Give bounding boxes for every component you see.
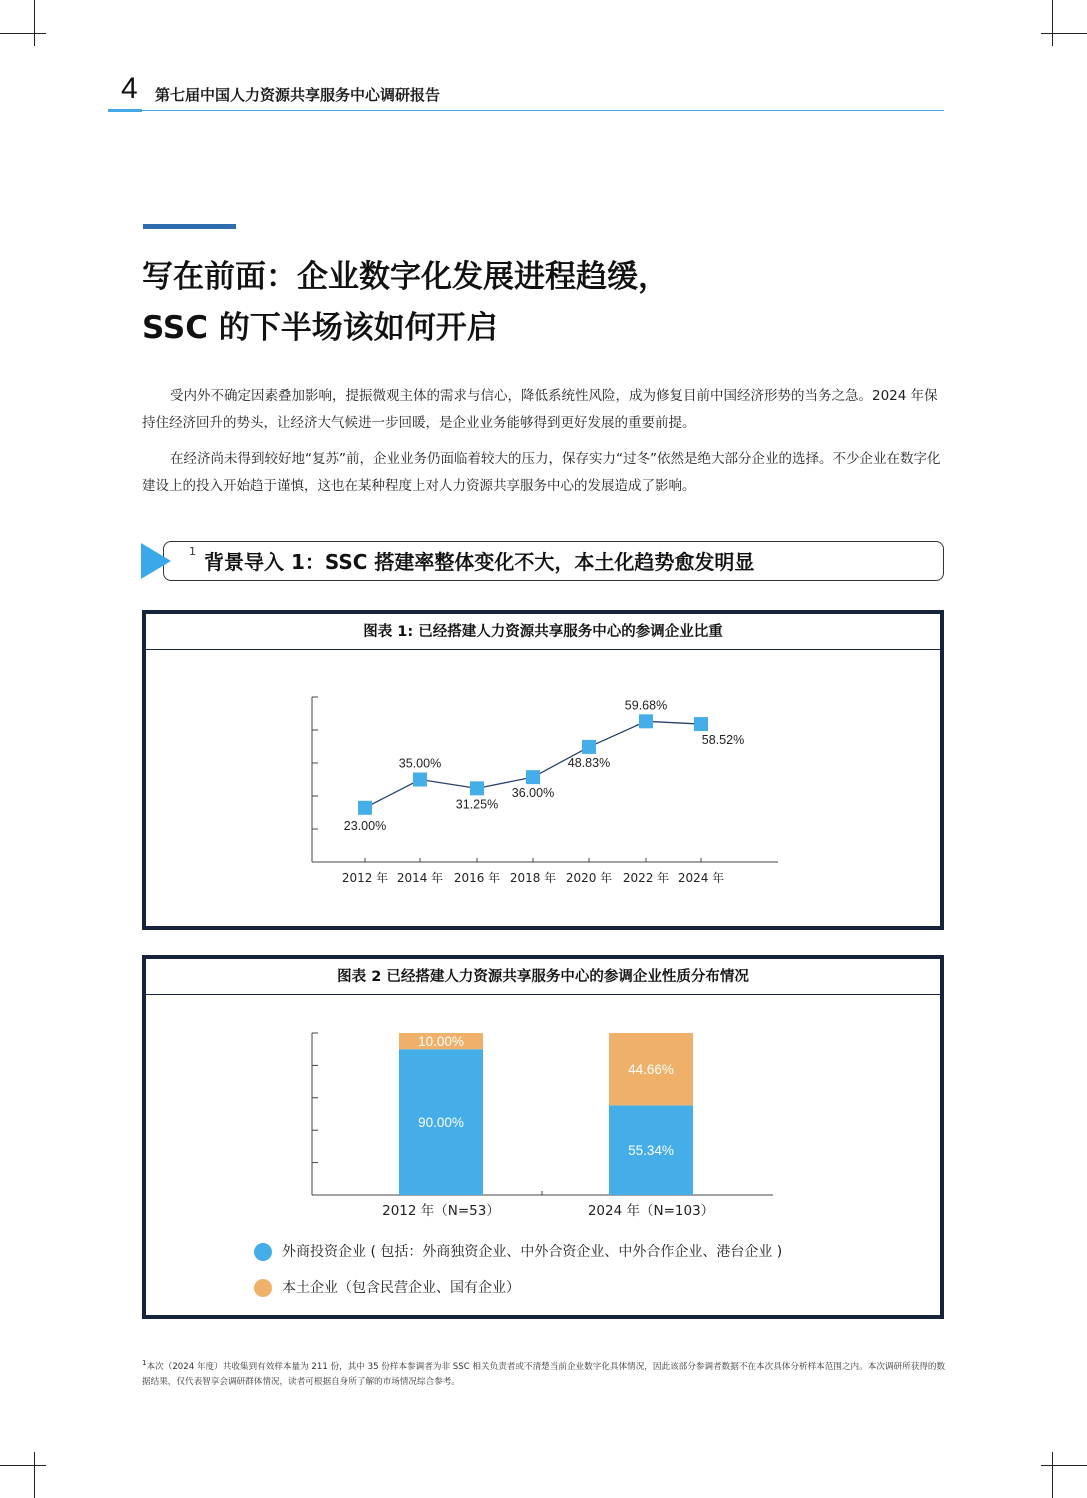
chart2-title: 图表 2 已经搭建人力资源共享服务中心的参调企业性质分布情况 [146,959,940,995]
data-point [413,773,427,787]
crop-mark [1041,33,1087,34]
legend-item-local [254,1277,520,1297]
data-point [639,714,653,728]
x-tick-label: 2012 年 [341,871,389,885]
x-tick-label: 2018 年 [509,871,557,885]
legend-label-local: 本土企业（包含民营企业、国有企业） [282,1280,520,1296]
section-footnote-mark: 1 [189,545,196,558]
crop-mark [1041,1465,1087,1466]
triangle-arrow-icon [141,543,171,579]
article-title [142,252,669,354]
chart1-line-chart [146,652,940,928]
footnote-text: 本次（2024 年度）共收集到有效样本量为 211 份，其中 35 份样本参调者为非 SSC 相关负责者或不清楚当前企业数字化具体情况，因此该部分参调者数据不在本次具体分析样本范围之内。本次调研所获得的数据结果，仅代表智享会调研群体情况，读者可根据自身所了解的市场情况综合参考。 [142,1361,946,1387]
chart1-panel [142,610,944,930]
header-divider-accent [108,109,142,112]
title-accent-bar [143,224,236,229]
crop-mark [34,0,35,46]
data-label: 59.68% [624,698,668,713]
legend-item-foreign [254,1241,782,1261]
x-category-label: 2024 年（N=103） [587,1203,715,1219]
intro-paragraph-2: 在经济尚未得到较好地“复苏”前，企业业务仍面临着较大的压力，保存实力“过冬”依然是绝大部分企业的选择。不少企业在数字化建设上的投入开始趋于谨慎，这也在某种程度上对人力资源共享服务中心的发展造成了影响。 [142,451,941,494]
bar-value-label: 90.00% [418,1115,464,1131]
bar-value-label: 10.00% [418,1034,464,1050]
data-label: 48.83% [567,755,611,770]
data-label: 35.00% [398,756,442,771]
data-point [582,740,596,754]
crop-mark [34,1452,35,1498]
article-title-line1: 写在前面：企业数字化发展进程趋缓， [142,259,669,295]
bar-value-label: 55.34% [628,1143,674,1159]
report-title: 第七届中国人力资源共享服务中心调研报告 [155,86,441,104]
x-tick-label: 2022 年 [622,871,670,885]
data-point [694,717,708,731]
x-tick-label: 2024 年 [677,871,725,885]
x-tick-label: 2016 年 [453,871,501,885]
data-point [526,770,540,784]
page-number: 4 [121,72,138,105]
chart2-panel [142,955,944,1319]
chart2-stacked-bar-chart [146,997,940,1227]
article-title-line2: SSC 的下半场该如何开启 [142,310,498,346]
data-label: 58.52% [701,733,745,748]
footnote [142,1355,947,1390]
x-tick-label: 2020 年 [565,871,613,885]
footnote-mark: 1 [142,1358,147,1367]
crop-mark [0,1465,46,1466]
chart1-title: 图表 1: 已经搭建人力资源共享服务中心的参调企业比重 [146,614,940,650]
data-label: 23.00% [343,818,387,833]
x-category-label: 2012 年（N=53） [382,1203,500,1219]
data-label: 36.00% [511,786,555,801]
section-title: 背景导入 1：SSC 搭建率整体变化不大，本土化趋势愈发明显 [204,550,755,574]
data-point [358,801,372,815]
crop-mark [1052,1452,1053,1498]
header-divider [108,110,944,111]
x-tick-label: 2014 年 [396,871,444,885]
legend-label-foreign: 外商投资企业 ( 包括：外商独资企业、中外合资企业、中外合作企业、港台企业 ) [282,1244,783,1260]
data-label: 31.25% [455,797,499,812]
data-point [470,781,484,795]
crop-mark [0,33,46,34]
bar-value-label: 44.66% [628,1062,674,1078]
crop-mark [1052,0,1053,46]
legend-swatch-blue [254,1243,272,1261]
legend-swatch-orange [254,1279,272,1297]
intro-paragraph-1: 受内外不确定因素叠加影响，提振微观主体的需求与信心，降低系统性风险，成为修复目前中国经济形势的当务之急。2024 年保持住经济回升的势头，让经济大气候进一步回暖，是企业业务能够得到更好发展的重要前提。 [142,388,938,431]
